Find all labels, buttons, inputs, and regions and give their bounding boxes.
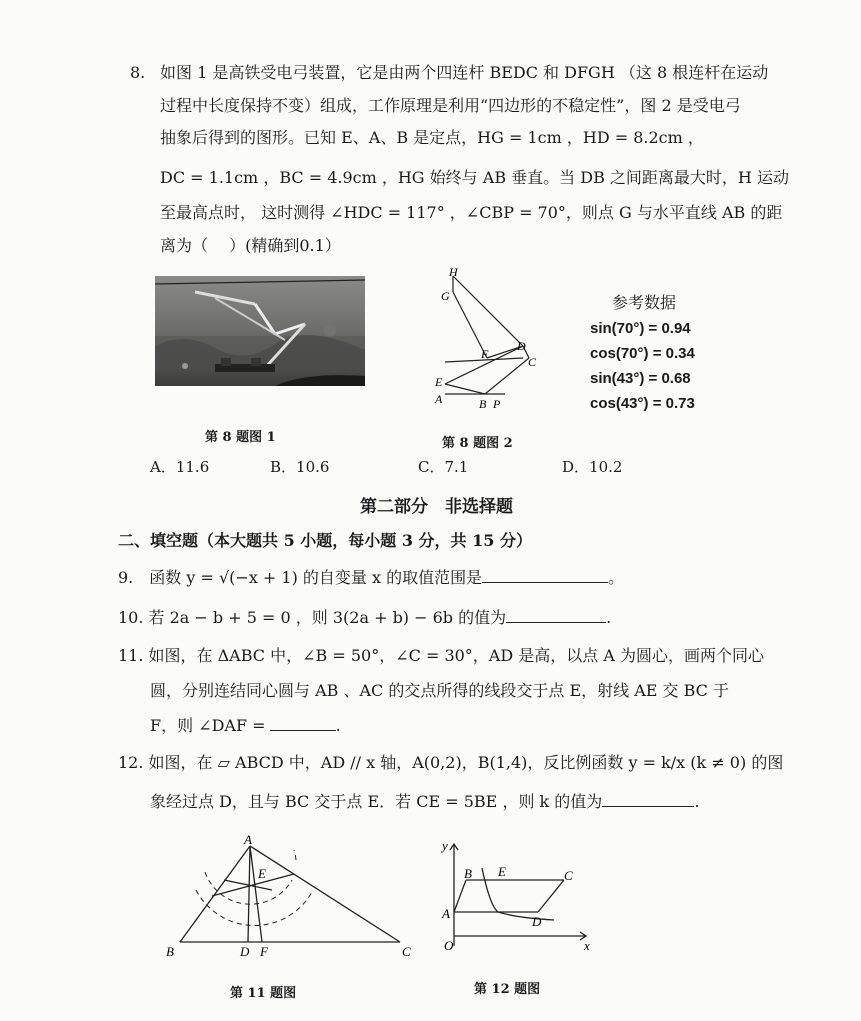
- q8-option-d[interactable]: D．10.2: [562, 458, 623, 476]
- q11-suffix: .: [335, 716, 341, 735]
- q11-fig-label-D: D: [240, 944, 250, 959]
- q11-fig-label-E: E: [258, 866, 266, 881]
- q8-reference-sin70: sin(70°) = 0.94: [590, 320, 691, 337]
- q9: [118, 566, 624, 589]
- part2-title: 第二部分 非选择题: [360, 497, 513, 517]
- section2-header: 二、填空题（本大题共 5 小题，每小题 3 分，共 15 分）: [118, 531, 532, 550]
- q11-line3-text: F，则 ∠DAF =: [150, 716, 266, 735]
- q8-figure2-caption: 第 8 题图 2: [442, 436, 513, 451]
- q8-line3: 抽象后得到的图形。已知 E、A、B 是定点，HG = 1cm ，HD = 8.2cm ，: [160, 128, 704, 147]
- q10-answer-blank[interactable]: [506, 606, 606, 623]
- q8-fig2-label-H: H: [449, 265, 458, 279]
- q8-reference-sin43: sin(43°) = 0.68: [590, 370, 691, 387]
- q8-line6: 离为（ ）(精确到0.1）: [160, 236, 341, 255]
- q11-line3: [150, 714, 341, 737]
- q12-fig-label-D: D: [532, 914, 542, 929]
- q8-line5: 至最高点时， 这时测得 ∠HDC = 117° ，∠CBP = 70°，则点 G 与水平直线 AB 的距: [160, 203, 783, 222]
- q8-fig2-label-F: F: [481, 347, 489, 361]
- q8-line4: DC = 1.1cm ，BC = 4.9cm ，HG 始终与 AB 垂直。当 DB 之间距离最大时，H 运动: [160, 168, 789, 187]
- q12-suffix: .: [694, 792, 700, 811]
- q11-fig-label-B: B: [166, 944, 174, 959]
- q12-line2: [150, 790, 699, 813]
- q10-text: 10. 若 2a − b + 5 = 0 ，则 3(2a + b) − 6b 的值为: [118, 608, 507, 627]
- q10-suffix: .: [606, 608, 612, 627]
- q11-figure-caption: 第 11 题图: [230, 986, 297, 1001]
- q11-answer-blank[interactable]: [270, 714, 336, 731]
- q8-reference-cos43: cos(43°) = 0.73: [590, 395, 695, 412]
- q8-fig2-label-P: P: [493, 397, 501, 411]
- q11-line1: 11. 如图，在 ΔABC 中，∠B = 50°，∠C = 30°，AD 是高，以点 A 为圆心，画两个同心: [118, 646, 764, 665]
- q8-number: 8.: [130, 63, 146, 82]
- q10: [118, 606, 611, 629]
- q12-figure-caption: 第 12 题图: [474, 982, 541, 997]
- q8-fig2-label-A: A: [435, 392, 443, 406]
- q8-reference-title: 参考数据: [612, 293, 677, 312]
- q8-fig2-label-B: B: [479, 397, 487, 411]
- q12-figure: [438, 836, 598, 956]
- q8-fig2-label-D: D: [517, 339, 526, 353]
- q8-option-b[interactable]: B．10.6: [270, 458, 330, 476]
- q11-line2: 圆，分别连结同心圆与 AB 、AC 的交点所得的线段交于点 E，射线 AE 交 BC 于: [150, 681, 730, 700]
- q11-figure: [160, 832, 420, 962]
- q8-line1: 如图 1 是高铁受电弓装置，它是由两个四连杆 BEDC 和 DFGH （这 8 根连杆在运动: [160, 63, 769, 82]
- q11-fig-label-F: F: [260, 944, 268, 959]
- q12-fig-label-E: E: [498, 864, 506, 879]
- q11-fig-label-A: A: [244, 832, 252, 847]
- q12-fig-label-B: B: [464, 866, 472, 881]
- q12-fig-label-A: A: [442, 906, 450, 921]
- q8-option-c[interactable]: C．7.1: [418, 458, 469, 476]
- q8-figure2-diagram: [425, 262, 555, 412]
- q12-answer-blank[interactable]: [602, 790, 694, 807]
- q12-line1: 12. 如图，在 ▱ ABCD 中，AD // x 轴，A(0,2)，B(1,4)，反比例函数 y = k/x (k ≠ 0) 的图: [118, 753, 784, 772]
- q11-fig-label-C: C: [402, 944, 411, 959]
- q8-figure1-photo: [155, 276, 365, 386]
- q8-reference-cos70: cos(70°) = 0.34: [590, 345, 695, 362]
- q9-text: 9. 函数 y = √(−x + 1) 的自变量 x 的取值范围是: [118, 568, 483, 587]
- q9-answer-blank[interactable]: [482, 566, 608, 583]
- q12-fig-label-O: O: [444, 938, 454, 953]
- q8-option-a[interactable]: A．11.6: [150, 458, 210, 476]
- q8-line2: 过程中长度保持不变）组成，工作原理是利用“四边形的不稳定性”，图 2 是受电弓: [160, 96, 741, 115]
- q8-fig2-label-G: G: [441, 289, 450, 303]
- q12-fig-label-C: C: [564, 868, 573, 883]
- q12-fig-label-y: y: [442, 838, 448, 853]
- q8-fig2-label-C: C: [528, 355, 537, 369]
- q9-suffix: 。: [608, 568, 625, 587]
- q8-figure1-caption: 第 8 题图 1: [205, 430, 276, 445]
- q8-fig2-label-E: E: [435, 375, 443, 389]
- q12-fig-label-x: x: [584, 938, 590, 953]
- q12-line2-text: 象经过点 D，且与 BC 交于点 E．若 CE = 5BE ，则 k 的值为: [150, 792, 603, 811]
